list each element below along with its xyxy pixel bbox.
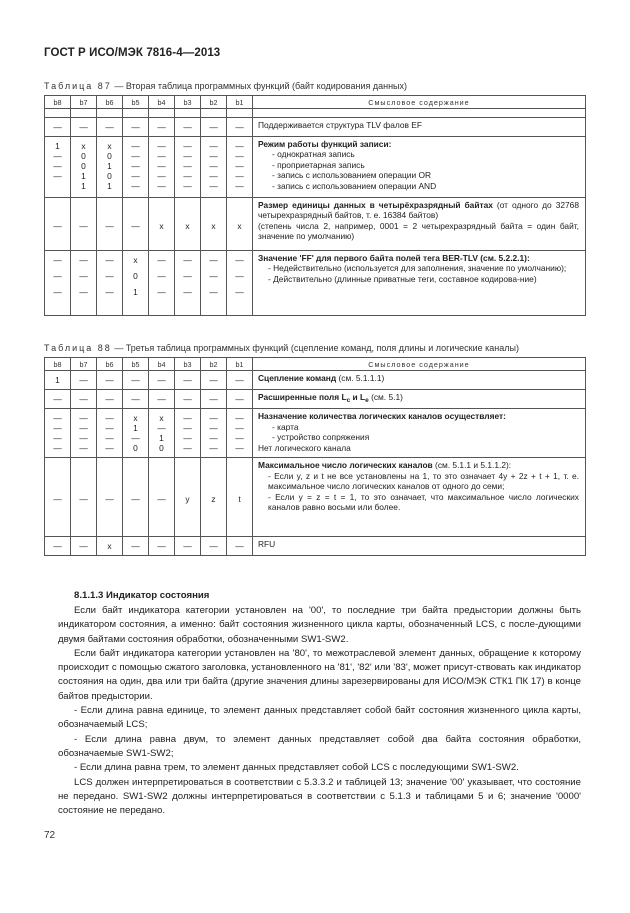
meaning-line: - Недействительно (используется для заполнения, значение по умолчанию); xyxy=(268,263,567,274)
bit-cell xyxy=(45,137,71,198)
bit-cell xyxy=(149,458,175,537)
bit-value: — xyxy=(79,413,88,424)
bit-value: — xyxy=(157,141,166,151)
bit-cell xyxy=(175,409,201,458)
bit-value: — xyxy=(53,122,62,132)
meaning-line: Поддерживается структура TLV фалов EF xyxy=(258,120,422,130)
bit-cell xyxy=(201,371,227,390)
bit-value: — xyxy=(79,423,88,434)
bit-cell xyxy=(175,371,201,390)
bit-value: — xyxy=(235,141,244,151)
bit-cell xyxy=(175,137,201,198)
bit-cell xyxy=(175,390,201,409)
bit-cell xyxy=(97,198,123,251)
bit-cell xyxy=(227,198,253,251)
bit-cell xyxy=(201,118,227,137)
meaning-line: Максимальное число логических каналов (см. 5.1.1 и 5.1.1.2): xyxy=(258,460,512,471)
bit-value: — xyxy=(79,433,88,444)
bit-cell xyxy=(201,537,227,556)
bit-value: — xyxy=(235,161,244,171)
bit-value: x xyxy=(107,541,112,552)
bit-cell xyxy=(123,118,149,137)
bit-value: — xyxy=(157,181,166,191)
bit-value: — xyxy=(157,541,166,552)
bit-value: — xyxy=(209,287,218,297)
bit-cell xyxy=(97,118,123,137)
bit-value: — xyxy=(183,151,192,161)
bit-value: — xyxy=(235,433,244,444)
bit-value: — xyxy=(105,394,114,404)
column-header-b6: b6 xyxy=(97,96,123,109)
bit-value: — xyxy=(131,141,140,151)
bit-cell xyxy=(123,198,149,251)
column-header-b2: b2 xyxy=(201,358,227,371)
bit-value: — xyxy=(157,375,166,385)
bit-value: — xyxy=(183,255,192,265)
bit-value: — xyxy=(53,255,62,265)
bit-cell xyxy=(175,251,201,316)
bit-cell xyxy=(175,198,201,251)
bit-value: 1 xyxy=(159,433,164,444)
bit-value: — xyxy=(209,161,218,171)
meaning-cell xyxy=(253,137,586,198)
bit-value: x xyxy=(185,221,190,231)
bit-cell xyxy=(149,251,175,316)
bit-cell xyxy=(123,137,149,198)
bit-value: — xyxy=(235,541,244,552)
bit-value: — xyxy=(209,375,218,385)
meaning-line: Расширенные поля $L_c$ и $L_e$ (см. 5.1) xyxy=(258,392,403,404)
bit-value: — xyxy=(183,161,192,171)
paragraph: - Если длина равна единице, то элемент данных представляет собой байт состояния жизненного цикла карты, обозначаемый LCS; xyxy=(58,705,581,731)
bit-value: — xyxy=(209,394,218,404)
bit-value: — xyxy=(105,287,114,297)
bit-value: — xyxy=(183,271,192,281)
bit-cell xyxy=(227,137,253,198)
bit-value: — xyxy=(235,122,244,132)
table-88-caption: Таблица 88 — Третья таблица программных функций (сцепление команд, поля длины и логические каналы) xyxy=(44,343,519,353)
bit-value: — xyxy=(183,122,192,132)
bit-cell xyxy=(97,137,123,198)
bit-value: — xyxy=(209,122,218,132)
bit-value: 0 xyxy=(81,161,86,171)
meaning-line: - Если y = z = t = 1, то это означает, что максимальное число логических каналов равно восьми или более. xyxy=(268,491,579,513)
bit-cell xyxy=(45,198,71,251)
bit-cell xyxy=(71,251,97,316)
bit-cell xyxy=(71,118,97,137)
bit-cell xyxy=(97,537,123,556)
bit-value: — xyxy=(131,433,140,444)
bit-value: — xyxy=(105,443,114,454)
bit-value: — xyxy=(53,413,62,424)
bit-value: — xyxy=(157,394,166,404)
bit-value: — xyxy=(209,141,218,151)
paragraph: Если байт индикатора категории установлен на '80', то межотраслевой элемент данных, обращение к которому происходит с помощью сжатого заголовка, установленного на '81', '82' или '83', может присут-ствовать как индикатор состояния на один, два или три байта (другие значения длины зарезервированы для ИСО/МЭК СТК1 ПК 17) в конце байтов предыстории. xyxy=(58,647,581,702)
bit-cell xyxy=(45,118,71,137)
column-header-b5: b5 xyxy=(123,96,149,109)
bit-value: — xyxy=(235,287,244,297)
meaning-line: Режим работы функций записи: xyxy=(258,139,392,149)
bit-value: — xyxy=(131,375,140,385)
bit-cell xyxy=(149,537,175,556)
bit-value: — xyxy=(53,287,62,297)
column-header-b3: b3 xyxy=(175,96,201,109)
bit-value: x xyxy=(211,221,216,231)
column-header-b1: b1 xyxy=(227,96,253,109)
column-header-b7: b7 xyxy=(71,358,97,371)
bit-cell xyxy=(149,137,175,198)
bit-value: — xyxy=(209,413,218,424)
bit-value: — xyxy=(235,151,244,161)
bit-value: — xyxy=(235,413,244,424)
bit-cell xyxy=(45,390,71,409)
table-row xyxy=(45,409,586,458)
paragraph: - Если длина равна трем, то элемент данных представляет собой LCS с последующими SW1-SW2. xyxy=(74,762,519,774)
bit-value: — xyxy=(131,122,140,132)
column-header-meaning: Смысловое содержание xyxy=(253,358,586,371)
bit-value: — xyxy=(131,151,140,161)
bit-cell xyxy=(227,390,253,409)
bit-value: — xyxy=(235,423,244,434)
meaning-cell xyxy=(253,251,586,316)
bit-value: — xyxy=(235,271,244,281)
table-87 xyxy=(44,95,586,316)
bit-value: — xyxy=(235,394,244,404)
paragraph: LCS должен интерпретироваться в соответствии с 5.3.3.2 и таблицей 13; значение '00' указывает, что состояние не передано. SW1-SW2 должны интерпретироваться в соответствии с 5.1.3 и таблицами 5 и 6; значение '0000' состояние не передано. xyxy=(58,776,581,817)
bit-value: 1 xyxy=(55,141,60,151)
bit-value: y xyxy=(185,494,190,505)
bit-cell xyxy=(71,371,97,390)
section-body xyxy=(58,604,581,818)
bit-value: 1 xyxy=(81,181,86,191)
bit-value: — xyxy=(209,181,218,191)
bit-cell xyxy=(45,537,71,556)
bit-cell xyxy=(227,251,253,316)
bit-value: x xyxy=(133,413,138,424)
bit-value: — xyxy=(79,287,88,297)
bit-value: — xyxy=(53,433,62,444)
meaning-line: (степень числа 2, например, 0001 = 2 четырехразрядный байта = один байт, значение по умолчанию) xyxy=(258,220,579,242)
bit-value: x xyxy=(133,255,138,265)
bit-value: — xyxy=(157,171,166,181)
bit-value: — xyxy=(209,171,218,181)
table-row xyxy=(45,537,586,556)
bit-value: — xyxy=(131,181,140,191)
meaning-cell xyxy=(253,118,586,137)
bit-value: — xyxy=(235,171,244,181)
bit-cell xyxy=(97,371,123,390)
bit-value: — xyxy=(157,122,166,132)
bit-cell xyxy=(97,458,123,537)
bit-value: — xyxy=(105,271,114,281)
meaning-line: Значение 'FF' для первого байта полей тега BER-TLV (см. 5.2.2.1): xyxy=(258,253,530,263)
table-row xyxy=(45,458,586,537)
bit-value: — xyxy=(157,271,166,281)
bit-value: — xyxy=(105,494,114,505)
bit-value: 1 xyxy=(133,287,138,297)
table-88 xyxy=(44,357,586,556)
bit-value: x xyxy=(159,413,164,424)
table-row xyxy=(45,251,586,316)
bit-cell xyxy=(201,137,227,198)
page-number: 72 xyxy=(44,830,56,841)
document-header: ГОСТ Р ИСО/МЭК 7816-4—2013 xyxy=(44,47,221,59)
bit-value: — xyxy=(209,423,218,434)
meaning-line: - карта xyxy=(272,421,299,432)
bit-value: — xyxy=(235,375,244,385)
bit-value: — xyxy=(131,394,140,404)
meaning-line: Размер единицы данных в четырёхразрядный байтах (от одного до 32768 четырехразрядный байтов, т. е. 16384 байтов) xyxy=(258,200,579,221)
bit-value: — xyxy=(79,375,88,385)
bit-value: 0 xyxy=(159,443,164,454)
bit-value: — xyxy=(53,161,62,171)
table-row xyxy=(45,390,586,409)
bit-cell xyxy=(175,537,201,556)
bit-value: — xyxy=(157,423,166,434)
bit-cell xyxy=(71,137,97,198)
bit-value: — xyxy=(53,151,62,161)
bit-cell xyxy=(123,371,149,390)
bit-value: — xyxy=(235,181,244,191)
column-header-b8: b8 xyxy=(45,358,71,371)
bit-value: — xyxy=(105,221,114,231)
bit-value: — xyxy=(157,151,166,161)
bit-value: — xyxy=(183,433,192,444)
meaning-line: - проприетарная запись xyxy=(272,159,365,170)
bit-value: 1 xyxy=(55,375,60,385)
bit-value: — xyxy=(79,394,88,404)
column-header-b2: b2 xyxy=(201,96,227,109)
meaning-line: Сцепление команд (см. 5.1.1.1) xyxy=(258,373,385,383)
bit-value: t xyxy=(238,494,241,505)
column-header-b3: b3 xyxy=(175,358,201,371)
bit-value: — xyxy=(183,141,192,151)
bit-value: 1 xyxy=(81,171,86,181)
bit-cell xyxy=(123,409,149,458)
bit-cell xyxy=(227,371,253,390)
bit-cell xyxy=(175,458,201,537)
bit-value: — xyxy=(105,423,114,434)
bit-value: — xyxy=(183,171,192,181)
bit-value: — xyxy=(131,221,140,231)
column-header-b4: b4 xyxy=(149,358,175,371)
bit-value: — xyxy=(79,541,88,552)
section-heading: 8.1.1.3 Индикатор состояния xyxy=(74,590,210,601)
bit-value: — xyxy=(53,443,62,454)
bit-value: — xyxy=(157,255,166,265)
bit-cell xyxy=(227,409,253,458)
bit-value: — xyxy=(105,413,114,424)
meaning-line: - однократная запись xyxy=(272,149,355,160)
bit-value: — xyxy=(131,161,140,171)
column-header-b1: b1 xyxy=(227,358,253,371)
bit-value: — xyxy=(235,255,244,265)
bit-value: — xyxy=(105,122,114,132)
bit-value: — xyxy=(53,221,62,231)
bit-cell xyxy=(149,371,175,390)
bit-value: — xyxy=(53,494,62,505)
meaning-line: - запись с использованием операции AND xyxy=(272,180,437,191)
bit-value: — xyxy=(209,151,218,161)
table-row xyxy=(45,371,586,390)
bit-value: x xyxy=(81,141,86,151)
column-header-b6: b6 xyxy=(97,358,123,371)
bit-value: — xyxy=(79,221,88,231)
bit-cell xyxy=(45,251,71,316)
bit-value: — xyxy=(183,541,192,552)
bit-value: — xyxy=(157,494,166,505)
bit-value: — xyxy=(105,433,114,444)
bit-value: 0 xyxy=(107,151,112,161)
bit-cell xyxy=(201,458,227,537)
meaning-cell xyxy=(253,409,586,458)
bit-value: — xyxy=(105,375,114,385)
meaning-cell xyxy=(253,537,586,556)
meaning-line: - Действительно (длинные приватные теги, составное кодирова-ние) xyxy=(268,273,537,284)
bit-value: — xyxy=(183,394,192,404)
bit-value: — xyxy=(79,255,88,265)
bit-value: — xyxy=(209,433,218,444)
bit-cell xyxy=(71,458,97,537)
bit-value: — xyxy=(209,255,218,265)
bit-cell xyxy=(175,118,201,137)
bit-cell xyxy=(227,537,253,556)
bit-value: — xyxy=(183,413,192,424)
bit-value: — xyxy=(235,443,244,454)
bit-cell xyxy=(123,537,149,556)
bit-value: — xyxy=(53,171,62,181)
meaning-line: - устройство сопряжения xyxy=(272,432,370,443)
bit-value: — xyxy=(105,255,114,265)
column-header-b4: b4 xyxy=(149,96,175,109)
bit-value: — xyxy=(209,541,218,552)
bit-value: — xyxy=(131,541,140,552)
bit-value: — xyxy=(53,423,62,434)
bit-value: 0 xyxy=(133,443,138,454)
table-row xyxy=(45,118,586,137)
bit-cell xyxy=(201,251,227,316)
bit-cell xyxy=(227,458,253,537)
bit-value: — xyxy=(209,443,218,454)
bit-value: 0 xyxy=(107,171,112,181)
bit-cell xyxy=(45,458,71,537)
bit-cell xyxy=(149,198,175,251)
bit-cell xyxy=(71,390,97,409)
bit-value: — xyxy=(183,287,192,297)
meaning-line: - запись с использованием операции OR xyxy=(272,170,432,181)
bit-value: — xyxy=(131,494,140,505)
table-87-caption: Таблица 87 — Вторая таблица программных функций (байт кодирования данных) xyxy=(44,81,408,91)
bit-value: z xyxy=(211,494,216,505)
bit-cell xyxy=(71,198,97,251)
meaning-cell xyxy=(253,198,586,251)
bit-value: — xyxy=(157,287,166,297)
bit-value: 1 xyxy=(133,423,138,434)
bit-cell xyxy=(123,458,149,537)
bit-value: — xyxy=(79,443,88,454)
column-header-meaning: Смысловое содержание xyxy=(253,96,586,109)
bit-cell xyxy=(123,390,149,409)
table-row xyxy=(45,137,586,198)
bit-value: — xyxy=(131,171,140,181)
bit-value: — xyxy=(53,394,62,404)
meaning-cell xyxy=(253,371,586,390)
bit-cell xyxy=(201,390,227,409)
meaning-line: RFU xyxy=(258,539,276,550)
column-header-b8: b8 xyxy=(45,96,71,109)
bit-value: — xyxy=(183,443,192,454)
bit-value: 1 xyxy=(107,161,112,171)
bit-cell xyxy=(45,409,71,458)
bit-value: — xyxy=(79,494,88,505)
bit-cell xyxy=(97,390,123,409)
meaning-line: Назначение количества логических каналов осуществляет: xyxy=(258,411,506,422)
paragraph: - Если длина равна двум, то элемент данных представляет собой два байта состояния обработки, обозначаемые SW1-SW2; xyxy=(58,733,581,759)
bit-cell xyxy=(149,390,175,409)
bit-value: — xyxy=(183,423,192,434)
bit-value: 0 xyxy=(81,151,86,161)
meaning-line: - Если y, z и t не все установлены на 1, то это означает 4y + 2z + t + 1, т. е. максимальное число логических каналов от одного до семи; xyxy=(268,470,579,492)
bit-value: — xyxy=(209,271,218,281)
column-header-b7: b7 xyxy=(71,96,97,109)
meaning-line: Нет логического канала xyxy=(258,442,351,453)
bit-cell xyxy=(71,409,97,458)
bit-cell xyxy=(227,118,253,137)
bit-cell xyxy=(97,409,123,458)
bit-value: — xyxy=(157,161,166,171)
bit-cell xyxy=(123,251,149,316)
bit-cell xyxy=(71,537,97,556)
bit-value: — xyxy=(79,122,88,132)
bit-value: 1 xyxy=(107,181,112,191)
bit-cell xyxy=(97,251,123,316)
meaning-cell xyxy=(253,390,586,409)
column-header-b5: b5 xyxy=(123,358,149,371)
bit-cell xyxy=(149,409,175,458)
meaning-cell xyxy=(253,458,586,537)
bit-cell xyxy=(201,198,227,251)
bit-value: — xyxy=(79,271,88,281)
bit-value: 0 xyxy=(133,271,138,281)
paragraph: Если байт индикатора категории установлен на '00', то последние три байта предыстории должны быть индикатором состояния, а именно: байт состояния жизненного цикла карты, обозначенный LCS, с после-дующими двумя байтами состояния обработки, обозначенными SW1-SW2. xyxy=(58,605,581,645)
bit-value: — xyxy=(53,271,62,281)
bit-value: x xyxy=(237,221,242,231)
bit-cell xyxy=(149,118,175,137)
bit-value: x xyxy=(107,141,112,151)
bit-value: — xyxy=(53,541,62,552)
table-row xyxy=(45,198,586,251)
bit-cell xyxy=(45,371,71,390)
bit-value: — xyxy=(183,375,192,385)
bit-cell xyxy=(201,409,227,458)
bit-value: — xyxy=(183,181,192,191)
bit-value: x xyxy=(159,221,164,231)
